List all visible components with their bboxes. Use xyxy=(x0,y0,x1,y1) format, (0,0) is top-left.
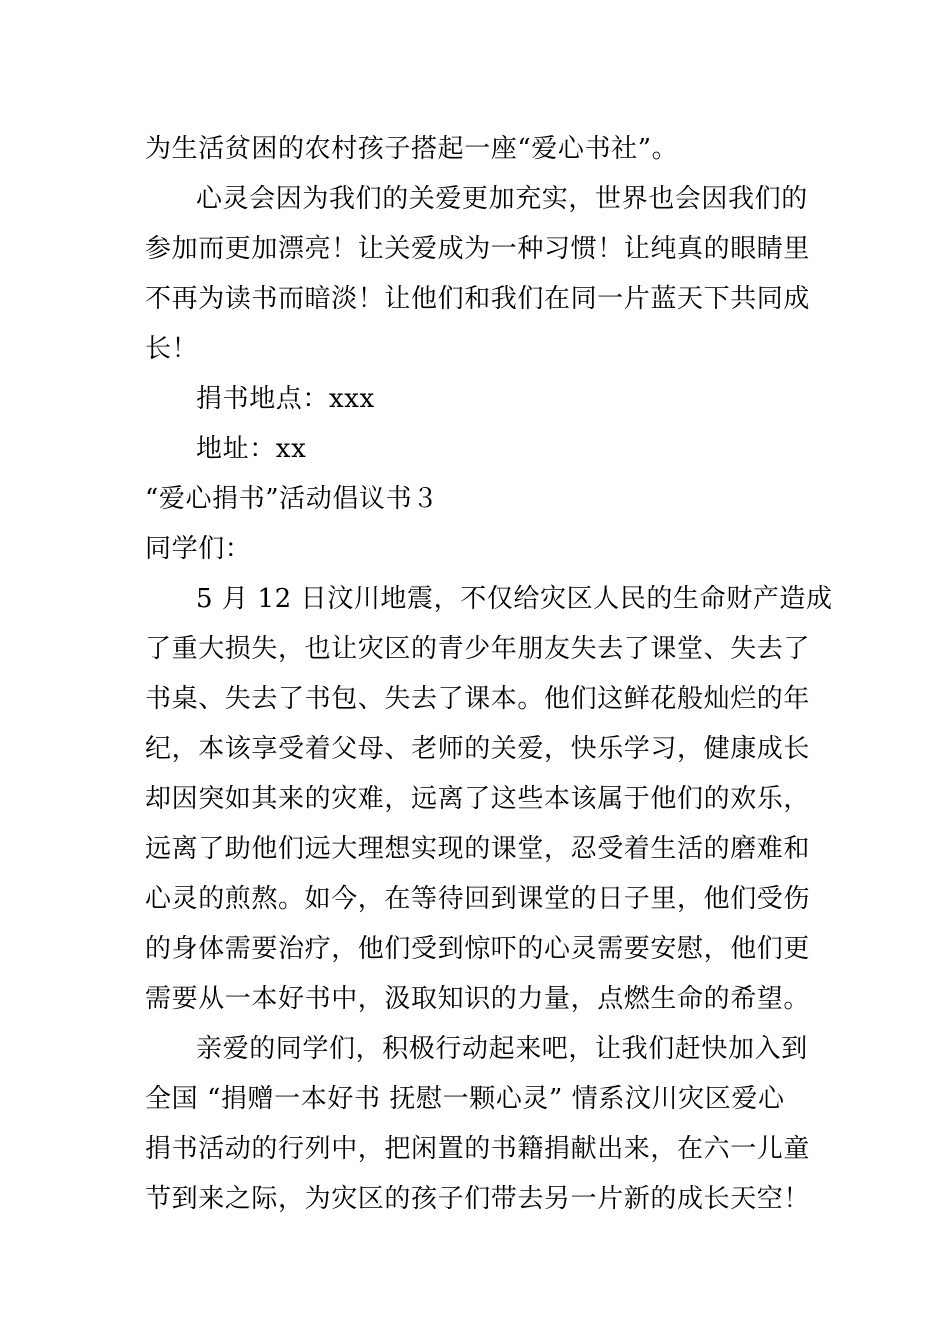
text-line: 参加而更加漂亮！让关爱成为一种习惯！让纯真的眼睛里 xyxy=(145,234,811,264)
text-line: 不再为读书而暗淡！让他们和我们在同一片蓝天下共同成 xyxy=(145,284,811,314)
donation-location: 捐书地点：xxx xyxy=(196,384,375,414)
text-line: 捐书活动的行列中，把闲置的书籍捐献出来，在六一儿童 xyxy=(145,1134,811,1164)
text-line: 书桌、失去了书包、失去了课本。他们这鲜花般灿烂的年 xyxy=(145,684,811,714)
salutation: 同学们： xyxy=(145,534,252,564)
paragraph-line: 亲爱的同学们，积极行动起来吧，让我们赶快加入到 xyxy=(196,1034,808,1064)
text-line: 为生活贫困的农村孩子搭起一座“爱心书社”。 xyxy=(145,134,679,164)
text-line: 却因突如其来的灾难，远离了这些本该属于他们的欢乐， xyxy=(145,784,811,814)
paragraph-line: 心灵会因为我们的关爱更加充实，世界也会因我们的 xyxy=(196,184,808,214)
text-line: 节到来之际，为灾区的孩子们带去另一片新的成长天空！ xyxy=(145,1184,811,1214)
section-title: “爱心捐书”活动倡议书３ xyxy=(145,484,439,514)
text-line: 需要从一本好书中，汲取知识的力量，点燃生命的希望。 xyxy=(145,984,811,1014)
address: 地址：xx xyxy=(196,434,307,464)
text-line: 心灵的煎熬。如今，在等待回到课堂的日子里，他们受伤 xyxy=(145,884,811,914)
text-line: 全国 “捐赠一本好书 抚慰一颗心灵” 情系汶川灾区爱心 xyxy=(145,1084,785,1114)
text-line: 远离了助他们远大理想实现的课堂，忍受着生活的磨难和 xyxy=(145,834,811,864)
text-line: 长！ xyxy=(145,334,199,364)
text-line: 纪，本该享受着父母、老师的关爱，快乐学习，健康成长 xyxy=(145,734,811,764)
text-line: 了重大损失，也让灾区的青少年朋友失去了课堂、失去了 xyxy=(145,634,811,664)
text-line: 的身体需要治疗，他们受到惊吓的心灵需要安慰，他们更 xyxy=(145,934,811,964)
paragraph-line: 5 月 12 日汶川地震，不仅给灾区人民的生命财产造成 xyxy=(196,584,833,614)
